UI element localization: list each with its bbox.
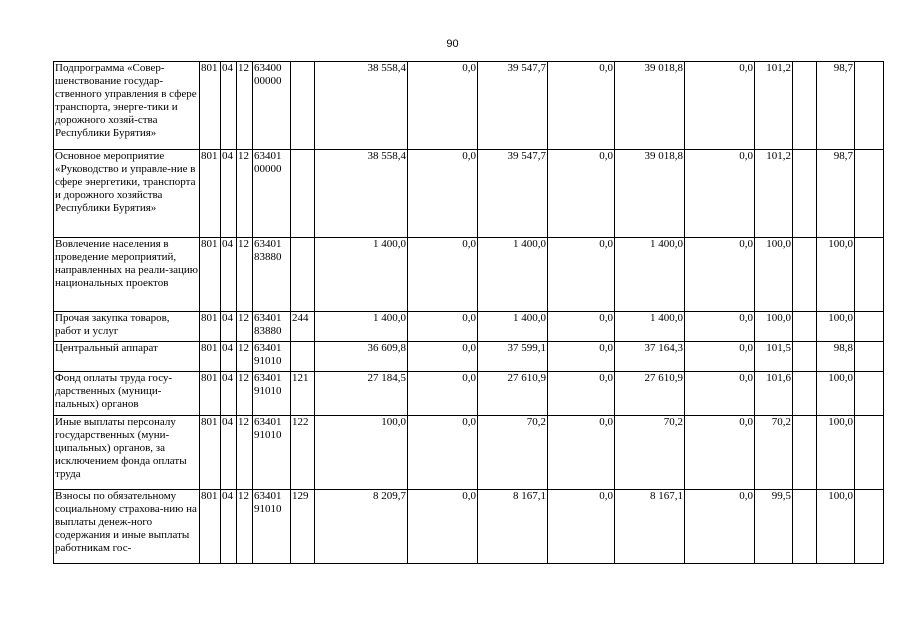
table-row	[54, 150, 884, 238]
expense-type-cell	[291, 342, 315, 372]
expense-type-cell	[291, 238, 315, 312]
value-cell-6: 0,0	[685, 342, 755, 372]
value-cell-9: 98,7	[817, 150, 855, 238]
value-cell-2: 0,0	[408, 150, 478, 238]
value-cell-3: 39 547,7	[478, 62, 548, 150]
value-cell-4: 0,0	[548, 238, 615, 312]
subsection-code-cell: 12	[237, 150, 253, 238]
value-cell-3: 70,2	[478, 416, 548, 490]
value-cell-4: 0,0	[548, 490, 615, 564]
table-row	[54, 490, 884, 564]
section-code-cell: 04	[221, 150, 237, 238]
value-cell-5: 27 610,9	[615, 372, 685, 416]
section-code-cell: 04	[221, 312, 237, 342]
value-cell-8	[793, 150, 817, 238]
target-article-cell: 63400 00000	[253, 62, 291, 150]
value-cell-1: 38 558,4	[315, 62, 408, 150]
subsection-code-cell: 12	[237, 372, 253, 416]
value-cell-10	[855, 342, 884, 372]
value-cell-10	[855, 416, 884, 490]
value-cell-6: 0,0	[685, 312, 755, 342]
table-row	[54, 342, 884, 372]
value-cell-9: 100,0	[817, 312, 855, 342]
value-cell-5: 39 018,8	[615, 150, 685, 238]
target-article-cell: 63401 91010	[253, 490, 291, 564]
row-name-cell: Центральный аппарат	[54, 342, 200, 372]
admin-code-cell: 801	[200, 372, 221, 416]
section-code-cell: 04	[221, 238, 237, 312]
value-cell-1: 100,0	[315, 416, 408, 490]
value-cell-10	[855, 372, 884, 416]
value-cell-9: 98,7	[817, 62, 855, 150]
row-name-cell: Взносы по обязательному социальному страхова-нию на выплаты денеж-ного содержания и иные выплаты работникам гос-	[54, 490, 200, 564]
value-cell-8	[793, 238, 817, 312]
value-cell-8	[793, 372, 817, 416]
value-cell-5: 1 400,0	[615, 312, 685, 342]
value-cell-5: 8 167,1	[615, 490, 685, 564]
row-name-cell: Прочая закупка товаров, работ и услуг	[54, 312, 200, 342]
value-cell-2: 0,0	[408, 416, 478, 490]
value-cell-5: 1 400,0	[615, 238, 685, 312]
row-name-cell: Иные выплаты персоналу государственных (муни-ципальных) органов, за исключением фонда оплаты труда	[54, 416, 200, 490]
value-cell-2: 0,0	[408, 490, 478, 564]
expense-type-cell: 129	[291, 490, 315, 564]
budget-table	[53, 61, 884, 564]
table-row	[54, 416, 884, 490]
table-row	[54, 238, 884, 312]
value-cell-1: 8 209,7	[315, 490, 408, 564]
subsection-code-cell: 12	[237, 62, 253, 150]
value-cell-3: 1 400,0	[478, 238, 548, 312]
admin-code-cell: 801	[200, 342, 221, 372]
subsection-code-cell: 12	[237, 416, 253, 490]
value-cell-4: 0,0	[548, 372, 615, 416]
admin-code-cell: 801	[200, 312, 221, 342]
value-cell-8	[793, 490, 817, 564]
value-cell-6: 0,0	[685, 372, 755, 416]
value-cell-5: 70,2	[615, 416, 685, 490]
section-code-cell: 04	[221, 342, 237, 372]
value-cell-8	[793, 416, 817, 490]
value-cell-9: 100,0	[817, 238, 855, 312]
value-cell-2: 0,0	[408, 312, 478, 342]
value-cell-2: 0,0	[408, 238, 478, 312]
value-cell-6: 0,0	[685, 238, 755, 312]
target-article-cell: 63401 83880	[253, 238, 291, 312]
value-cell-9: 100,0	[817, 416, 855, 490]
value-cell-3: 27 610,9	[478, 372, 548, 416]
table-row	[54, 312, 884, 342]
admin-code-cell: 801	[200, 490, 221, 564]
row-name-cell: Вовлечение населения в проведение мероприятий, направленных на реали-зацию национальных проектов	[54, 238, 200, 312]
value-cell-3: 37 599,1	[478, 342, 548, 372]
section-code-cell: 04	[221, 62, 237, 150]
row-name-cell: Фонд оплаты труда госу-дарственных (муници-пальных) органов	[54, 372, 200, 416]
value-cell-4: 0,0	[548, 342, 615, 372]
value-cell-7: 101,2	[755, 62, 793, 150]
value-cell-7: 70,2	[755, 416, 793, 490]
row-name-cell: Подпрограмма «Совер-шенствование государ-ственного управления в сфере транспорта, энерге-тики и дорожного хозяй-ства Республики Бурятия»	[54, 62, 200, 150]
value-cell-7: 101,5	[755, 342, 793, 372]
table-row	[54, 372, 884, 416]
subsection-code-cell: 12	[237, 238, 253, 312]
target-article-cell: 63401 91010	[253, 416, 291, 490]
value-cell-9: 98,8	[817, 342, 855, 372]
value-cell-5: 37 164,3	[615, 342, 685, 372]
expense-type-cell: 244	[291, 312, 315, 342]
target-article-cell: 63401 00000	[253, 150, 291, 238]
value-cell-9: 100,0	[817, 490, 855, 564]
value-cell-8	[793, 342, 817, 372]
value-cell-1: 38 558,4	[315, 150, 408, 238]
value-cell-6: 0,0	[685, 150, 755, 238]
expense-type-cell	[291, 62, 315, 150]
target-article-cell: 63401 91010	[253, 372, 291, 416]
section-code-cell: 04	[221, 490, 237, 564]
row-name-cell: Основное мероприятие «Руководство и управле-ние в сфере энергетики, транспорта и дорожного хозяйства Республики Бурятия»	[54, 150, 200, 238]
value-cell-2: 0,0	[408, 372, 478, 416]
section-code-cell: 04	[221, 372, 237, 416]
value-cell-3: 39 547,7	[478, 150, 548, 238]
value-cell-10	[855, 312, 884, 342]
page-number: 90	[446, 38, 459, 50]
value-cell-7: 101,2	[755, 150, 793, 238]
value-cell-5: 39 018,8	[615, 62, 685, 150]
expense-type-cell	[291, 150, 315, 238]
value-cell-7: 100,0	[755, 312, 793, 342]
value-cell-6: 0,0	[685, 62, 755, 150]
value-cell-10	[855, 490, 884, 564]
admin-code-cell: 801	[200, 62, 221, 150]
value-cell-6: 0,0	[685, 416, 755, 490]
value-cell-7: 99,5	[755, 490, 793, 564]
value-cell-2: 0,0	[408, 62, 478, 150]
value-cell-1: 27 184,5	[315, 372, 408, 416]
expense-type-cell: 121	[291, 372, 315, 416]
value-cell-7: 100,0	[755, 238, 793, 312]
value-cell-1: 36 609,8	[315, 342, 408, 372]
value-cell-8	[793, 62, 817, 150]
value-cell-4: 0,0	[548, 312, 615, 342]
value-cell-3: 8 167,1	[478, 490, 548, 564]
expense-type-cell: 122	[291, 416, 315, 490]
section-code-cell: 04	[221, 416, 237, 490]
value-cell-3: 1 400,0	[478, 312, 548, 342]
value-cell-10	[855, 62, 884, 150]
admin-code-cell: 801	[200, 150, 221, 238]
value-cell-1: 1 400,0	[315, 238, 408, 312]
value-cell-1: 1 400,0	[315, 312, 408, 342]
target-article-cell: 63401 91010	[253, 342, 291, 372]
table-row	[54, 62, 884, 150]
value-cell-4: 0,0	[548, 150, 615, 238]
value-cell-10	[855, 150, 884, 238]
value-cell-9: 100,0	[817, 372, 855, 416]
value-cell-4: 0,0	[548, 416, 615, 490]
admin-code-cell: 801	[200, 416, 221, 490]
value-cell-4: 0,0	[548, 62, 615, 150]
admin-code-cell: 801	[200, 238, 221, 312]
subsection-code-cell: 12	[237, 490, 253, 564]
subsection-code-cell: 12	[237, 342, 253, 372]
value-cell-6: 0,0	[685, 490, 755, 564]
value-cell-10	[855, 238, 884, 312]
value-cell-2: 0,0	[408, 342, 478, 372]
target-article-cell: 63401 83880	[253, 312, 291, 342]
subsection-code-cell: 12	[237, 312, 253, 342]
value-cell-8	[793, 312, 817, 342]
value-cell-7: 101,6	[755, 372, 793, 416]
